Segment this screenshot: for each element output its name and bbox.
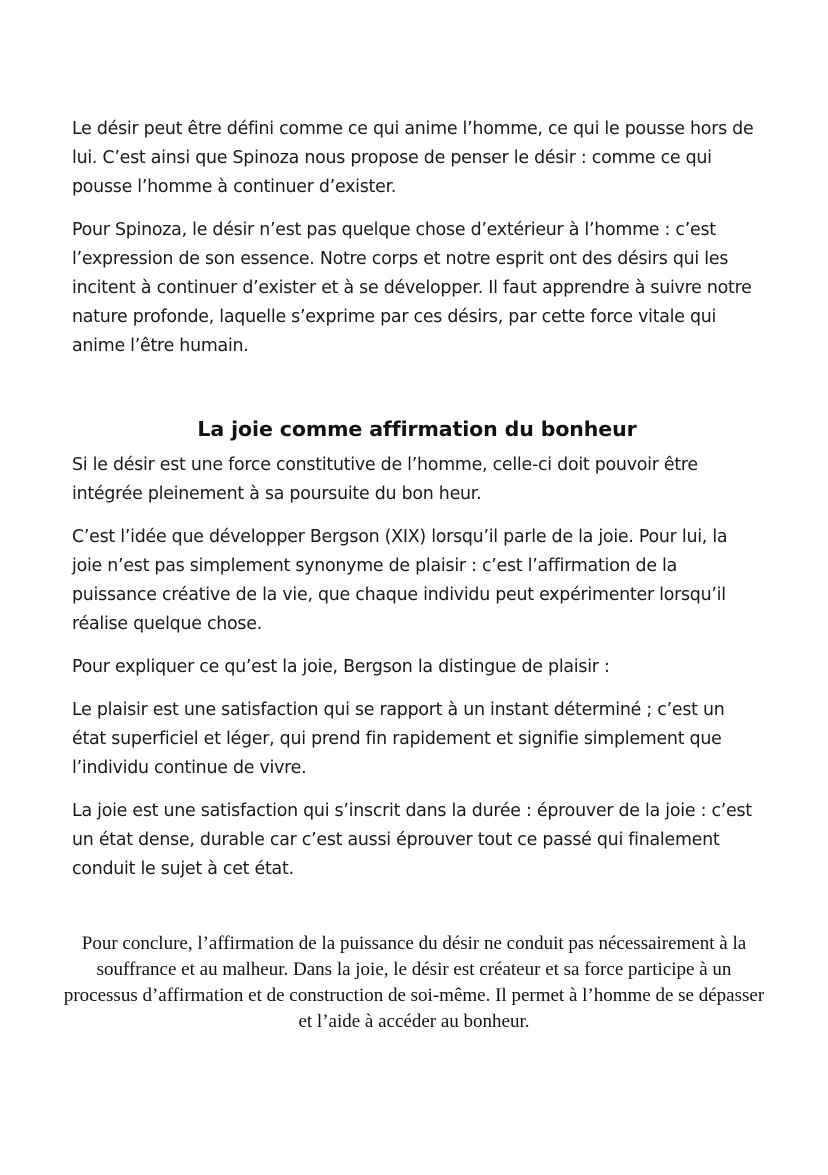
section-heading: La joie comme affirmation du bonheur <box>197 417 637 441</box>
paragraph-plaisir: Le plaisir est une satisfaction qui se rapport à un instant déterminé ; c’est un état superficiel et léger, qui prend fin rapidement et signifie simplement que l’individu continue de vivre. <box>72 700 725 778</box>
paragraph-bergson-joie: C’est l’idée que développer Bergson (XIX) lorsqu’il parle de la joie. Pour lui, la joie n’est pas simplement synonyme de plaisir : c’est l’affirmation de la puissance créative de la vie, que chaque individu peut expérimenter lorsqu’il réalise quelque chose. <box>72 527 728 634</box>
conclusion-paragraph: Pour conclure, l’affirmation de la puissance du désir ne conduit pas nécessairement à la souffrance et au malheur. Dans la joie, le désir est créateur et sa force participe à un processus d’affirmation et de construction de soi-même. Il permet à l’homme de se dépasser et l’aide à accéder au bonheur. <box>63 933 765 1032</box>
paragraph-joie: La joie est une satisfaction qui s’inscrit dans la durée : éprouver de la joie : c’est un état dense, durable car c’est aussi éprouver tout ce passé qui finalement conduit le sujet à cet état. <box>72 801 752 879</box>
paragraph-force-constitutive: Si le désir est une force constitutive de l’homme, celle-ci doit pouvoir être intégrée pleinement à sa poursuite du bon heur. <box>72 455 698 504</box>
document-body <box>72 115 762 898</box>
paragraph-desir-definition: Le désir peut être défini comme ce qui anime l’homme, ce qui le pousse hors de lui. C’est ainsi que Spinoza nous propose de penser le désir : comme ce qui pousse l’homme à continuer d’exister. <box>72 119 754 197</box>
paragraph-spinoza: Pour Spinoza, le désir n’est pas quelque chose d’extérieur à l’homme : c’est l’expression de son essence. Notre corps et notre esprit ont des désirs qui les incitent à continuer d’exister et à se développer. Il faut apprendre à suivre notre nature profonde, laquelle s’exprime par ces désirs, par cette force vitale qui anime l’être humain. <box>72 220 752 356</box>
paragraph-distinction: Pour expliquer ce qu’est la joie, Bergson la distingue de plaisir : <box>72 657 610 677</box>
